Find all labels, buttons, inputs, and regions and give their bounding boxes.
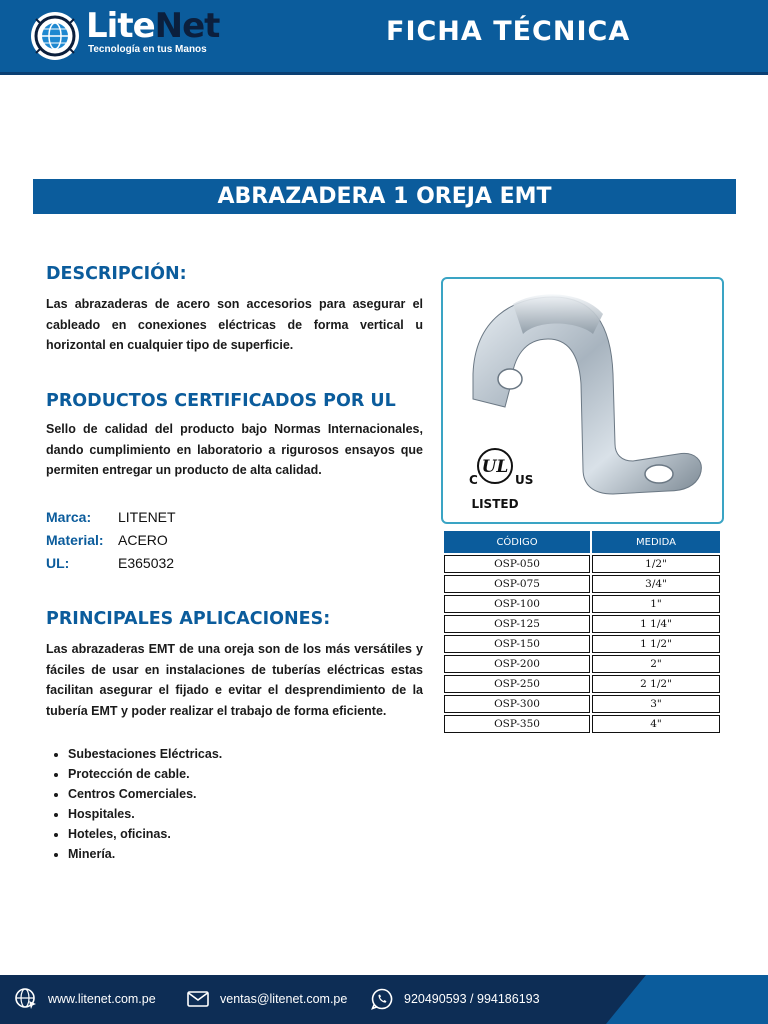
- cell-size: 3/4": [592, 575, 720, 593]
- cell-code: OSP-200: [444, 655, 590, 673]
- table-row: [444, 615, 720, 633]
- product-image-frame: [441, 277, 724, 524]
- cell-size: 1 1/4": [592, 615, 720, 633]
- footer-accent-block: [646, 975, 768, 1024]
- spec-value: LITENET: [118, 509, 176, 525]
- spec-value: ACERO: [118, 532, 168, 548]
- cell-code: OSP-350: [444, 715, 590, 733]
- product-title-bar: [33, 179, 736, 214]
- cell-size: 2 1/2": [592, 675, 720, 693]
- spec-key: Marca:: [46, 509, 92, 525]
- table-row: [444, 655, 720, 673]
- cell-code: OSP-125: [444, 615, 590, 633]
- table-row: [444, 715, 720, 733]
- ul-listed-text: LISTED: [471, 497, 519, 511]
- applications-text: Las abrazaderas EMT de una oreja son de los más versátiles y fáciles de usar en instalaciones de tuberías eléctricas estas facilitan asegurar el fijado e evitar el desprendimiento de la tubería EMT y poder realizar el trabajo de forma eficiente.: [46, 642, 423, 718]
- applications-list: [50, 744, 222, 864]
- envelope-icon: [186, 987, 210, 1011]
- description-heading: DESCRIPCIÓN:: [46, 264, 187, 284]
- ul-text: UL: [481, 457, 509, 477]
- cell-code: OSP-075: [444, 575, 590, 593]
- column-header-size: MEDIDA: [592, 531, 720, 553]
- cell-code: OSP-100: [444, 595, 590, 613]
- certified-heading: PRODUCTOS CERTIFICADOS POR UL: [46, 391, 396, 411]
- spec-key: Material:: [46, 532, 104, 548]
- product-size-table: [442, 529, 722, 735]
- cell-code: OSP-250: [444, 675, 590, 693]
- cell-code: OSP-300: [444, 695, 590, 713]
- brand-lite: Lite: [86, 6, 155, 46]
- cell-code: OSP-050: [444, 555, 590, 573]
- brand-net: Net: [154, 6, 220, 46]
- brand-logo: [86, 6, 219, 46]
- brand-tagline: Tecnología en tus Manos: [88, 44, 207, 55]
- cell-size: 2": [592, 655, 720, 673]
- ul-us-text: US: [515, 473, 534, 487]
- footer-email-text: ventas@litenet.com.pe: [220, 992, 348, 1006]
- ul-c-text: C: [469, 473, 478, 487]
- footer-website-link[interactable]: [14, 985, 156, 1013]
- list-item: • Minería.: [68, 844, 222, 864]
- clamp-product-image: [443, 279, 722, 522]
- cell-size: 1": [592, 595, 720, 613]
- list-item: • Subestaciones Eléctricas.: [68, 744, 222, 764]
- cell-size: 4": [592, 715, 720, 733]
- list-item: • Hoteles, oficinas.: [68, 824, 222, 844]
- globe-logo-icon: [30, 11, 80, 61]
- table-row: [444, 695, 720, 713]
- description-text: Las abrazaderas de acero son accesorios para asegurar el cableado en conexiones eléctricas de forma vertical u horizontal en cualquier tipo de superficie.: [46, 297, 423, 352]
- footer-website-text: www.litenet.com.pe: [48, 992, 156, 1006]
- globe-cursor-icon: [14, 987, 38, 1011]
- table-row: [444, 575, 720, 593]
- cell-size: 1 1/2": [592, 635, 720, 653]
- footer-email-link[interactable]: [186, 985, 347, 1013]
- cell-size: 1/2": [592, 555, 720, 573]
- list-item: • Centros Comerciales.: [68, 784, 222, 804]
- header-bar: [0, 0, 768, 75]
- cell-size: 3": [592, 695, 720, 713]
- sheet-title: FICHA TÉCNICA: [386, 16, 631, 47]
- spec-value: E365032: [118, 555, 175, 571]
- column-header-code: CÓDIGO: [444, 531, 590, 553]
- ul-listed-mark-icon: [469, 449, 533, 511]
- table-row: [444, 595, 720, 613]
- table-header-row: [444, 531, 720, 553]
- certified-text: Sello de calidad del producto bajo Normas Internacionales, dando cumplimiento en laboratorio a rigurosos ensayos que permiten entregar un producto de alta calidad.: [46, 422, 423, 477]
- applications-heading: PRINCIPALES APLICACIONES:: [46, 609, 331, 629]
- table-row: [444, 555, 720, 573]
- spec-key: UL:: [46, 555, 70, 571]
- product-title: ABRAZADERA 1 OREJA EMT: [217, 184, 552, 209]
- table-row: [444, 675, 720, 693]
- footer-accent-shape: [606, 975, 646, 1024]
- footer-phone-text: 920490593 / 994186193: [404, 992, 540, 1006]
- cell-code: OSP-150: [444, 635, 590, 653]
- whatsapp-icon: [370, 987, 394, 1011]
- list-item: • Hospitales.: [68, 804, 222, 824]
- list-item: • Protección de cable.: [68, 764, 222, 784]
- table-row: [444, 635, 720, 653]
- footer-phone-link[interactable]: [370, 985, 540, 1013]
